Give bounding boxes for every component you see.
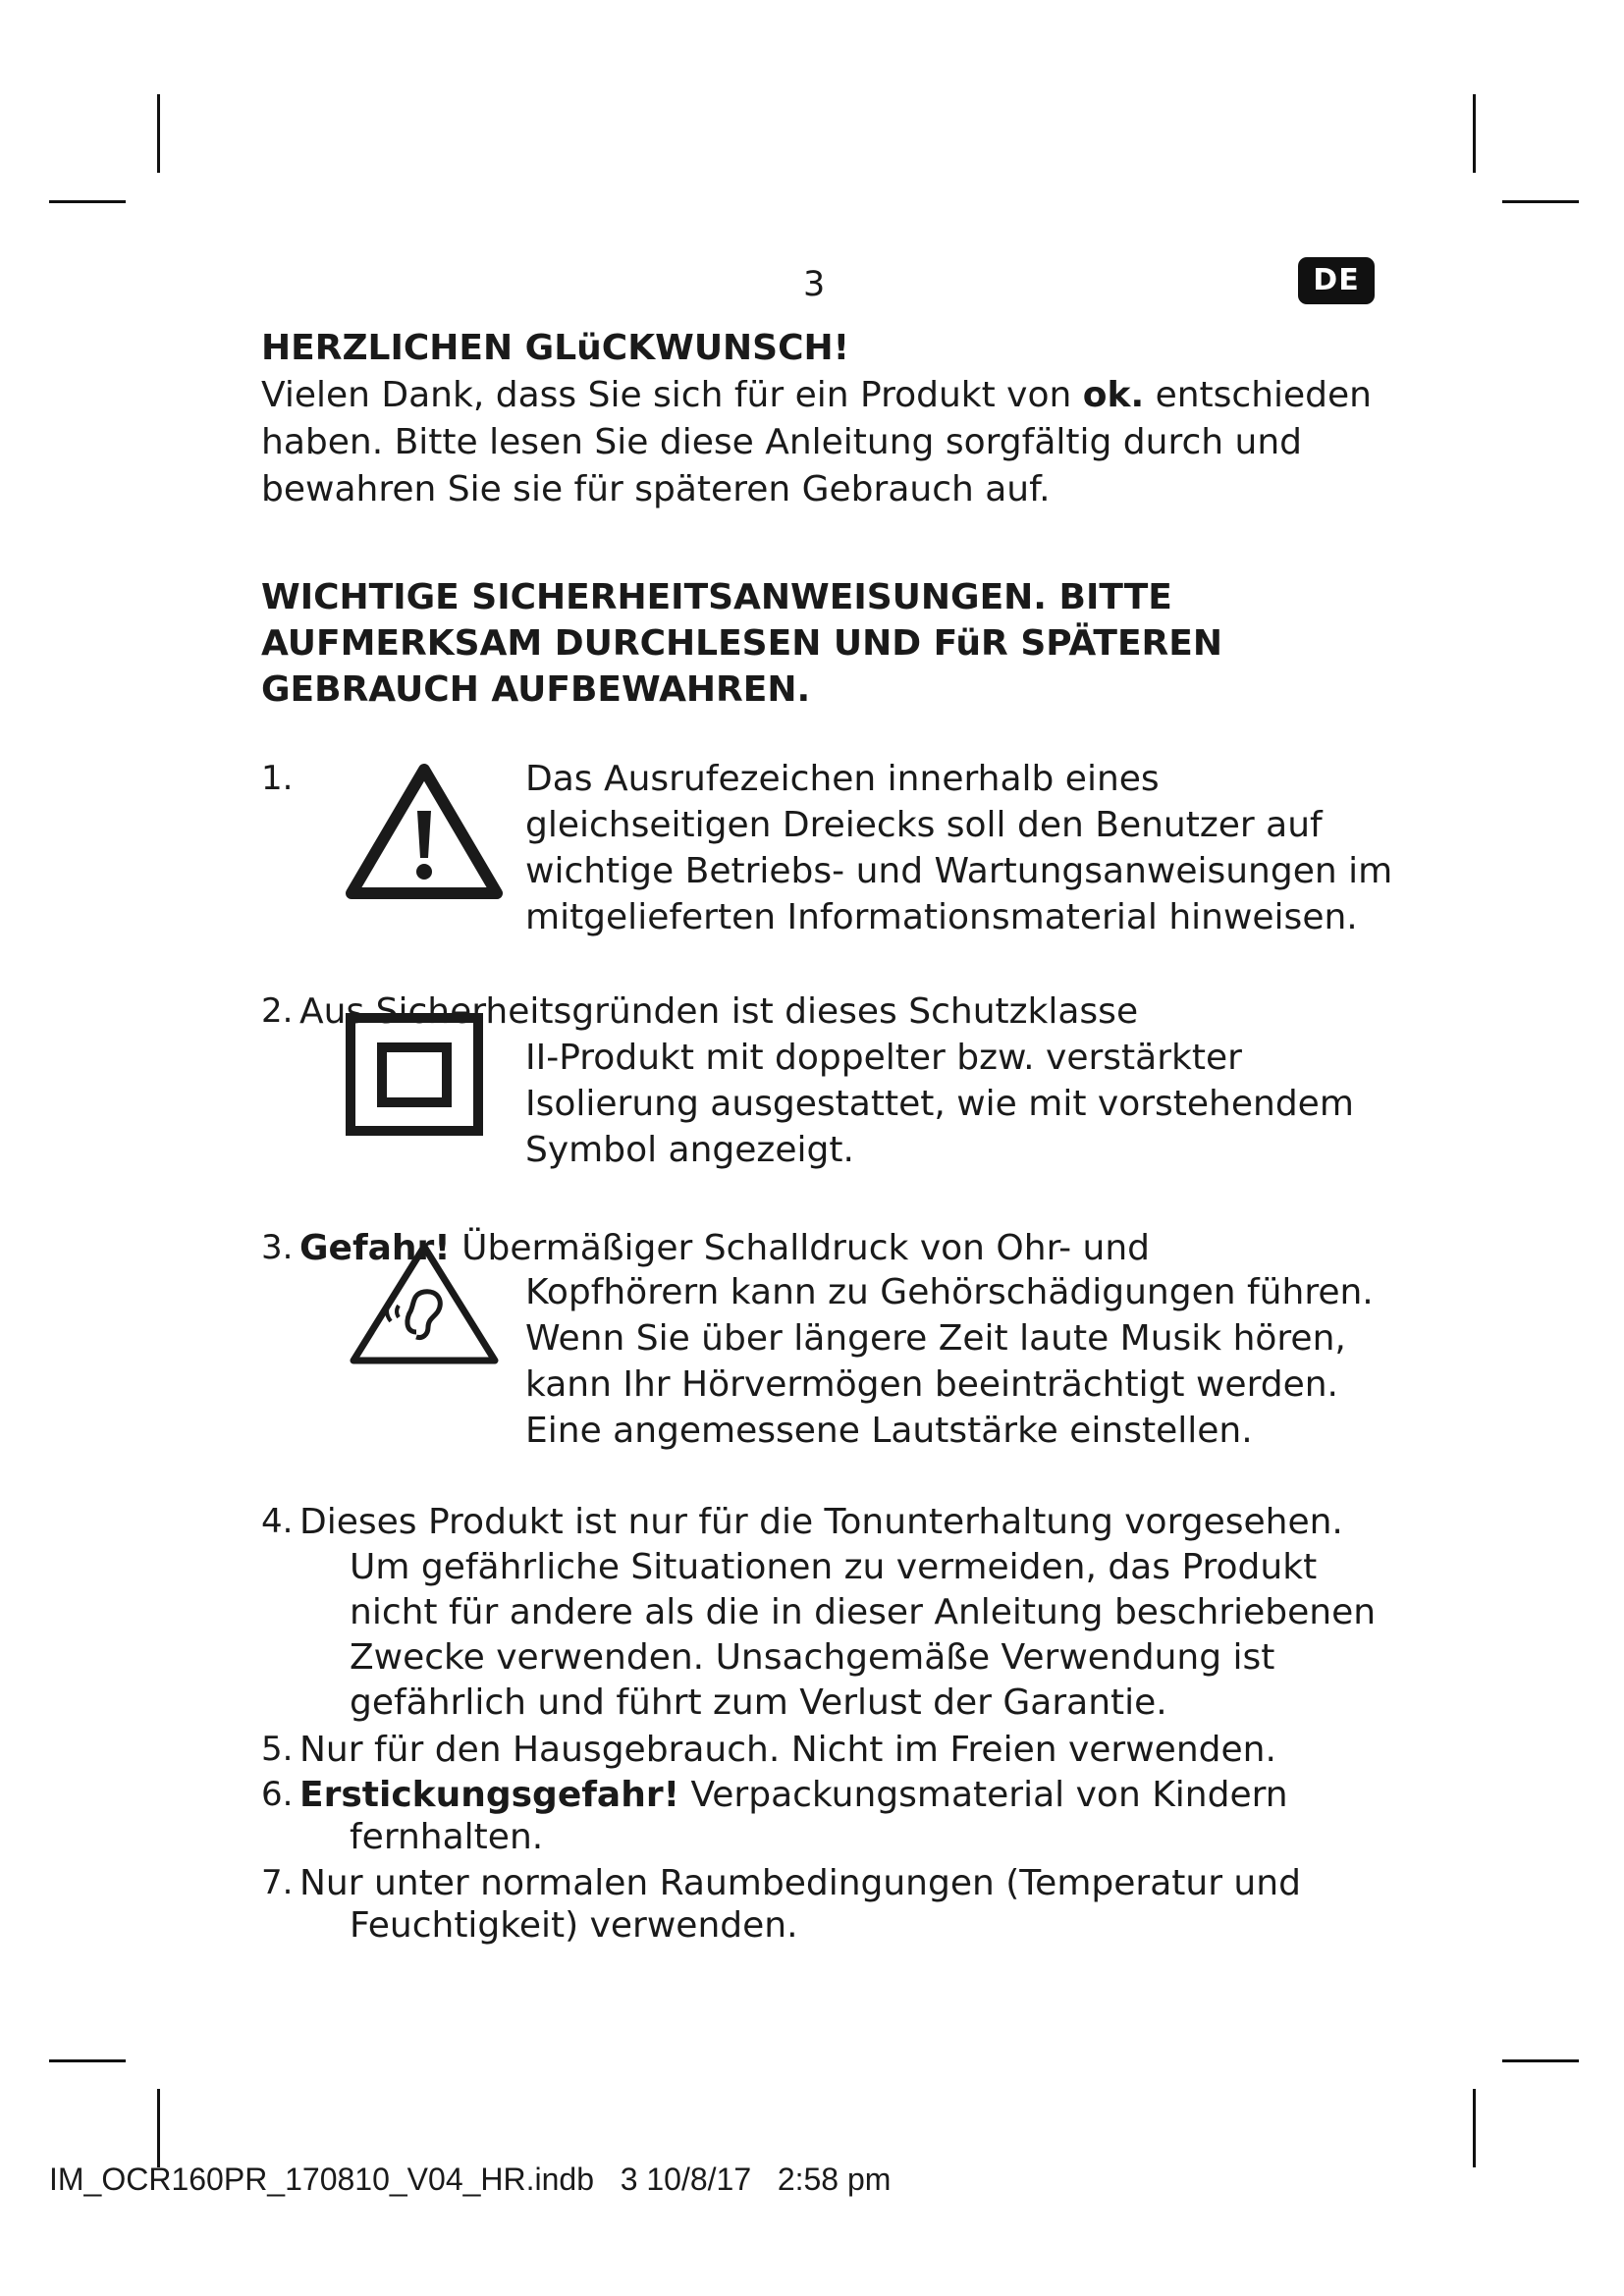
intro-line: haben. Bitte lesen Sie diese Anleitung sorgfältig durch und (261, 422, 1303, 462)
crop-mark (1473, 2089, 1476, 2167)
item1-line: Das Ausrufezeichen innerhalb eines (525, 759, 1160, 799)
item1-line: wichtige Betriebs- und Wartungsanweisungen im (525, 851, 1393, 891)
item-number: 1. (261, 759, 294, 798)
footer-file-info: IM_OCR160PR_170810_V04_HR.indb 3 10/8/17 2:58 pm (49, 2162, 892, 2197)
intro-line (261, 372, 1372, 418)
crop-mark (157, 94, 160, 173)
page-number: 3 (803, 265, 826, 304)
item3-line: Kopfhörern kann zu Gehörschädigungen führen. (525, 1272, 1374, 1312)
crop-mark (49, 2059, 126, 2062)
item-number: 5. (261, 1730, 294, 1769)
item6-text: Verpackungsmaterial von Kindern (679, 1775, 1288, 1815)
double-insulation-icon (346, 1013, 483, 1136)
item7-line: Feuchtigkeit) verwenden. (350, 1905, 798, 1946)
item3-text: Übermäßiger Schalldruck von Ohr- und (450, 1228, 1150, 1268)
item3-line: Eine angemessene Lautstärke einstellen. (525, 1411, 1253, 1451)
crop-mark (1502, 200, 1579, 203)
item-number: 3. (261, 1228, 294, 1267)
item3-line: kann Ihr Hörvermögen beeinträchtigt werden. (525, 1364, 1338, 1405)
item2-line: II-Produkt mit doppelter bzw. verstärkter (525, 1038, 1242, 1078)
item4-line: Dieses Produkt ist nur für die Tonunterhaltung vorgesehen. (299, 1502, 1343, 1542)
safety-heading: WICHTIGE SICHERHEITSANWEISUNGEN. BITTE (261, 577, 1172, 617)
intro-text: entschieden (1144, 375, 1372, 415)
item4-line: gefährlich und führt zum Verlust der Garantie. (350, 1682, 1167, 1723)
item5-line: Nur für den Hausgebrauch. Nicht im Freien verwenden. (299, 1730, 1276, 1770)
item6-line: fernhalten. (350, 1817, 544, 1857)
safety-heading: GEBRAUCH AUFBEWAHREN. (261, 669, 811, 710)
item2-line: Isolierung ausgestattet, wie mit vorstehendem (525, 1084, 1354, 1124)
item4-line: Um gefährliche Situationen zu vermeiden, das Produkt (350, 1547, 1318, 1587)
language-badge: DE (1298, 257, 1375, 304)
brand-name: ok. (1082, 375, 1145, 415)
item2-line: Aus Sicherheitsgründen ist dieses Schutzklasse (299, 991, 1139, 1032)
intro-title: HERZLICHEN GLüCKWUNSCH! (261, 328, 850, 368)
danger-label: Gefahr! (299, 1228, 451, 1268)
crop-mark (157, 2089, 160, 2167)
item7-line: Nur unter normalen Raumbedingungen (Temperatur und (299, 1863, 1301, 1903)
item-number: 6. (261, 1775, 294, 1814)
item6-line (299, 1772, 1288, 1818)
item-number: 4. (261, 1502, 294, 1541)
item4-line: Zwecke verwenden. Unsachgemäße Verwendung ist (350, 1637, 1275, 1678)
item1-line: mitgelieferten Informationsmaterial hinweisen. (525, 897, 1358, 937)
suffocation-warning-label: Erstickungsgefahr! (299, 1775, 679, 1815)
crop-mark (49, 200, 126, 203)
hearing-warning-icon (346, 1239, 503, 1366)
intro-line: bewahren Sie sie für späteren Gebrauch auf. (261, 469, 1051, 509)
safety-heading: AUFMERKSAM DURCHLESEN UND FüR SPÄTEREN (261, 623, 1222, 664)
intro-text: Vielen Dank, dass Sie sich für ein Produkt von (261, 375, 1083, 415)
item2-line: Symbol angezeigt. (525, 1130, 854, 1170)
item-number: 7. (261, 1863, 294, 1902)
item4-line: nicht für andere als die in dieser Anleitung beschriebenen (350, 1592, 1377, 1632)
item-number: 2. (261, 991, 294, 1031)
crop-mark (1502, 2059, 1579, 2062)
item3-line: Wenn Sie über längere Zeit laute Musik hören, (525, 1318, 1346, 1359)
warning-triangle-icon (346, 764, 503, 901)
item1-line: gleichseitigen Dreiecks soll den Benutzer auf (525, 805, 1323, 845)
crop-mark (1473, 94, 1476, 173)
